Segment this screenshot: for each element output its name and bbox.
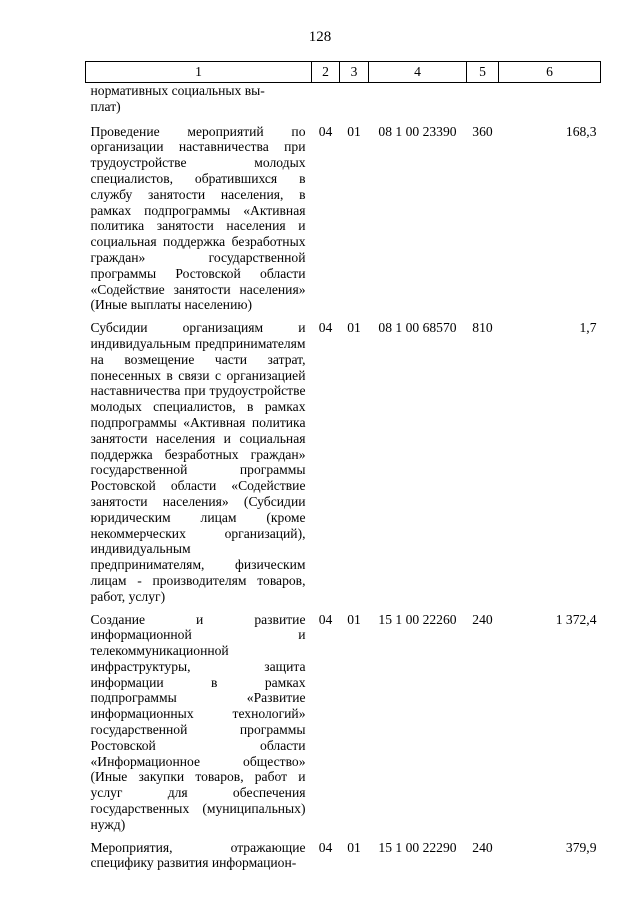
table-row [86,124,601,321]
header-col-6: 6 [499,62,601,83]
row-description: Субсидии организациям и индивидуальным предпринимателям на возмещение части затрат, понесенных в связи с организацией наставничества при трудоустройстве молодых специалистов, в рамках подпрограммы «Активная политика занятости населения и социальная поддержка безработных граждан» государственной программы Ростовской области «Содействие занятости населения» (Субсидии юридическим лицам (кроме некоммерческих организаций), индивидуальным предпринимателям, физическим лицам - производителям товаров, работ, услуг) [90,320,306,604]
row-description: Создание и развитие информационной и телекоммуникационной инфраструктуры, защита информации в рамках подпрограммы «Развитие информационных технологий» государственной программы Ростовской области «Информационное общество» (Иные закупки товаров, работ и услуг для обеспечения государственных (муниципальных) нужд) [90,611,306,832]
row-target-code [369,83,467,124]
row-expense-type: 240 [472,611,493,627]
budget-table [85,61,601,878]
row-amount: 1 372,4 [555,611,597,627]
row-subsection: 01 [347,611,361,627]
row-section [312,83,340,124]
row-subsection: 01 [347,123,361,139]
row-amount: 379,9 [565,839,597,855]
header-row [86,62,601,83]
table-row [86,83,601,124]
header-col-2: 2 [312,62,340,83]
row-section: 04 [318,839,333,855]
row-description: Мероприятия, отражающие специфику развития информацион- [90,839,306,871]
table-row [86,840,601,879]
header-col-5: 5 [467,62,499,83]
row-subsection: 01 [347,320,361,336]
table-body [86,83,601,879]
header-col-4: 4 [369,62,467,83]
row-expense-type [467,83,499,124]
row-subsection [340,83,369,124]
page-number: 128 [308,29,332,45]
table-header [86,62,601,83]
row-subsection: 01 [347,839,361,855]
row-expense-type: 810 [472,320,493,336]
row-target-code: 08 1 00 23390 [378,123,457,139]
header-col-1: 1 [86,62,312,83]
row-expense-type: 360 [472,123,493,139]
header-col-3: 3 [340,62,369,83]
row-section: 04 [318,611,333,627]
row-expense-type: 240 [472,839,493,855]
row-amount [499,83,601,124]
row-section: 04 [318,123,333,139]
row-section: 04 [318,320,333,336]
table-row [86,320,601,611]
row-amount: 1,7 [579,320,597,336]
row-description: нормативных социальных вы- плат) [90,83,265,114]
row-description: Проведение мероприятий по организации наставничества при трудоустройстве молодых специалистов, обратившихся в службу занятости населения, в рамках подпрограммы «Активная политика занятости населения и социальная поддержка безработных граждан» государственной программы Ростовской области «Содействие занятости населения» (Иные выплаты населению) [90,123,306,313]
row-target-code: 08 1 00 68570 [378,320,457,336]
row-target-code: 15 1 00 22290 [378,839,457,855]
row-target-code: 15 1 00 22260 [378,611,457,627]
row-amount: 168,3 [565,123,597,139]
table-row [86,612,601,840]
